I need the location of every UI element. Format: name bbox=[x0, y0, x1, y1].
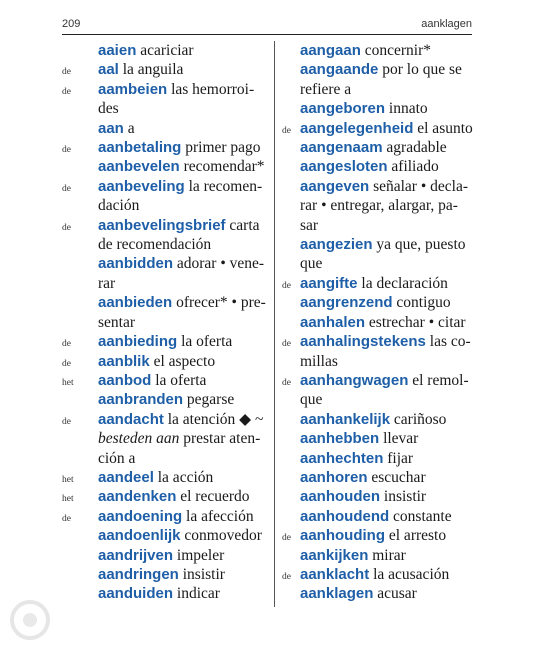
headword: aanhoudend bbox=[300, 507, 390, 525]
dictionary-line bbox=[62, 313, 262, 332]
dictionary-line bbox=[62, 487, 262, 506]
translation: impeler bbox=[173, 546, 225, 564]
dictionary-line bbox=[62, 371, 262, 390]
gender-marker: de bbox=[282, 125, 291, 136]
dictionary-line bbox=[282, 449, 478, 468]
gender-marker: de bbox=[62, 513, 71, 524]
dictionary-line bbox=[282, 216, 478, 235]
left-column bbox=[62, 41, 266, 604]
translation: primer pago bbox=[181, 139, 261, 157]
dictionary-line bbox=[282, 41, 478, 60]
headword: aanduiden bbox=[98, 585, 174, 603]
translation: indicar bbox=[173, 585, 220, 603]
headword: aankijken bbox=[300, 546, 369, 564]
headword: aandacht bbox=[98, 410, 164, 428]
headword: aangeven bbox=[300, 177, 370, 195]
dictionary-line bbox=[62, 449, 262, 468]
translation: la afección bbox=[182, 507, 254, 525]
translation: contiguo bbox=[392, 294, 451, 312]
dictionary-line bbox=[282, 80, 478, 99]
gender-marker: de bbox=[282, 533, 291, 544]
headword: aanhouden bbox=[300, 488, 381, 506]
translation: insistir bbox=[178, 565, 225, 583]
dictionary-line bbox=[282, 313, 478, 332]
translation: prestar aten- bbox=[179, 430, 261, 448]
translation: de recomendación bbox=[98, 236, 212, 254]
dictionary-line bbox=[282, 526, 478, 545]
dictionary-line bbox=[282, 332, 478, 351]
headword: aanhalen bbox=[300, 313, 366, 331]
watermark-dot-icon bbox=[23, 613, 37, 627]
headword: aandringen bbox=[98, 565, 179, 583]
headword: aanbevelen bbox=[98, 158, 180, 176]
translation: ción a bbox=[98, 449, 136, 467]
dictionary-line bbox=[282, 99, 478, 118]
translation: rar bbox=[98, 274, 116, 292]
dictionary-line bbox=[62, 526, 262, 545]
dictionary-line bbox=[62, 235, 262, 254]
dictionary-line bbox=[62, 507, 262, 526]
dictionary-line bbox=[282, 60, 478, 79]
gender-marker: het bbox=[62, 494, 74, 505]
dictionary-line bbox=[282, 119, 478, 138]
dictionary-line bbox=[62, 274, 262, 293]
translation: el recuerdo bbox=[176, 488, 250, 506]
page-number: 209 bbox=[62, 18, 81, 30]
dictionary-line bbox=[282, 138, 478, 157]
headword: aanhalingstekens bbox=[300, 333, 426, 351]
translation: sar bbox=[300, 216, 319, 234]
headword: aangelegenheid bbox=[300, 119, 414, 137]
translation: señalar • decla- bbox=[369, 177, 469, 195]
gender-marker: de bbox=[282, 571, 291, 582]
gender-marker: het bbox=[62, 377, 74, 388]
headword: aanhechten bbox=[300, 449, 384, 467]
translation: el arresto bbox=[385, 527, 447, 545]
translation: la atención ◆ ~ bbox=[163, 410, 264, 428]
translation: mirar bbox=[368, 546, 406, 564]
dictionary-line bbox=[282, 565, 478, 584]
dictionary-line bbox=[62, 565, 262, 584]
headword: aanbetaling bbox=[98, 139, 182, 157]
translation: sentar bbox=[98, 313, 136, 331]
translation: acariciar bbox=[136, 42, 194, 59]
translation: la oferta bbox=[151, 371, 207, 389]
headword: aandenken bbox=[98, 488, 177, 506]
translation: estrechar • citar bbox=[365, 313, 466, 331]
guide-word: aanklagen bbox=[421, 18, 472, 30]
header-rule bbox=[62, 34, 472, 35]
gender-marker: de bbox=[62, 222, 71, 233]
dictionary-line bbox=[282, 507, 478, 526]
translation: pegarse bbox=[183, 391, 235, 409]
translation: carta bbox=[225, 216, 260, 234]
translation: conmovedor bbox=[180, 527, 262, 545]
dictionary-line bbox=[62, 546, 262, 565]
dictionary-line bbox=[282, 429, 478, 448]
gender-marker: de bbox=[62, 183, 71, 194]
headword: aanbidden bbox=[98, 255, 174, 273]
dictionary-line bbox=[62, 177, 262, 196]
example-phrase: besteden aan bbox=[98, 430, 180, 448]
dictionary-line bbox=[282, 235, 478, 254]
gender-marker: de bbox=[62, 67, 71, 78]
dictionary-line bbox=[282, 390, 478, 409]
translation: el remol- bbox=[408, 371, 469, 389]
translation: recomendar* bbox=[179, 158, 265, 176]
translation: afiliado bbox=[387, 158, 439, 176]
translation: constante bbox=[389, 507, 452, 525]
translation: insistir bbox=[380, 488, 427, 506]
translation: agradable bbox=[382, 139, 447, 157]
dictionary-line bbox=[282, 274, 478, 293]
headword: aanbevelingsbrief bbox=[98, 216, 226, 234]
dictionary-line bbox=[62, 293, 266, 312]
gender-marker: de bbox=[282, 377, 291, 388]
gender-marker: de bbox=[282, 280, 291, 291]
translation: des bbox=[98, 100, 119, 118]
dictionary-line bbox=[282, 157, 478, 176]
dictionary-line bbox=[282, 371, 478, 390]
dictionary-line bbox=[62, 352, 262, 371]
headword: aambeien bbox=[98, 80, 168, 98]
dictionary-line bbox=[62, 429, 262, 448]
headword: aangaande bbox=[300, 61, 379, 79]
headword: aanklagen bbox=[300, 585, 374, 603]
translation: la acusación bbox=[369, 565, 450, 583]
dictionary-line bbox=[62, 584, 262, 603]
headword: aanbeveling bbox=[98, 177, 185, 195]
translation: la anguila bbox=[118, 61, 184, 79]
dictionary-line bbox=[282, 468, 478, 487]
translation: por lo que se bbox=[378, 61, 462, 79]
gender-marker: de bbox=[282, 339, 291, 350]
translation: acusar bbox=[373, 585, 417, 603]
dictionary-line bbox=[62, 41, 262, 60]
gender-marker: de bbox=[62, 145, 71, 156]
headword: aanbieding bbox=[98, 333, 178, 351]
dictionary-line bbox=[62, 468, 262, 487]
translation: las hemorroi- bbox=[167, 80, 255, 98]
headword: aanhebben bbox=[300, 430, 380, 448]
translation: rar • entregar, alargar, pa- bbox=[300, 197, 458, 215]
headword: aandrijven bbox=[98, 546, 174, 564]
translation: fijar bbox=[383, 449, 414, 467]
headword: aan bbox=[98, 119, 124, 137]
dictionary-line bbox=[62, 157, 265, 176]
headword: aanblik bbox=[98, 352, 150, 370]
headword: aandoenlijk bbox=[98, 527, 181, 545]
gender-marker: het bbox=[62, 474, 74, 485]
dictionary-line bbox=[282, 546, 478, 565]
gender-marker: de bbox=[62, 358, 71, 369]
page-header bbox=[62, 14, 472, 32]
dictionary-line bbox=[282, 352, 478, 371]
translation: ofrecer* • pre- bbox=[172, 294, 266, 312]
headword: aangeboren bbox=[300, 100, 386, 118]
column-divider bbox=[274, 41, 275, 607]
dictionary-line bbox=[282, 584, 478, 603]
translation: a bbox=[123, 119, 135, 137]
dictionary-line bbox=[282, 293, 478, 312]
translation: dación bbox=[98, 197, 140, 215]
translation: adorar • vene- bbox=[173, 255, 265, 273]
headword: aanbranden bbox=[98, 391, 184, 409]
translation: ya que, puesto bbox=[372, 236, 466, 254]
translation: que bbox=[300, 391, 323, 409]
translation: cariñoso bbox=[390, 410, 447, 428]
gender-marker: de bbox=[62, 339, 71, 350]
headword: aal bbox=[98, 61, 119, 79]
dictionary-line bbox=[62, 254, 265, 273]
dictionary-line bbox=[62, 99, 262, 118]
watermark-logo bbox=[10, 600, 60, 650]
headword: aangifte bbox=[300, 274, 358, 292]
translation: el aspecto bbox=[149, 352, 216, 370]
translation: concernir* bbox=[360, 42, 432, 59]
headword: aaien bbox=[98, 42, 137, 59]
dictionary-line bbox=[282, 254, 478, 273]
dictionary-line bbox=[282, 410, 478, 429]
translation: la declaración bbox=[357, 274, 448, 292]
headword: aangaan bbox=[300, 42, 361, 59]
dictionary-line bbox=[62, 80, 262, 99]
dictionary-line bbox=[62, 119, 262, 138]
headword: aanhangwagen bbox=[300, 371, 409, 389]
gender-marker: de bbox=[62, 86, 71, 97]
headword: aangezien bbox=[300, 236, 373, 254]
right-column bbox=[282, 41, 478, 604]
translation: innato bbox=[385, 100, 428, 118]
headword: aandeel bbox=[98, 468, 154, 486]
translation: que bbox=[300, 255, 323, 273]
translation: las co- bbox=[425, 333, 471, 351]
translation: escuchar bbox=[367, 468, 426, 486]
dictionary-line bbox=[282, 177, 478, 196]
translation: llevar bbox=[379, 430, 419, 448]
dictionary-line bbox=[62, 138, 262, 157]
dictionary-line bbox=[62, 216, 262, 235]
translation: la acción bbox=[153, 468, 214, 486]
headword: aangesloten bbox=[300, 158, 388, 176]
dictionary-line bbox=[62, 390, 262, 409]
headword: aanklacht bbox=[300, 565, 370, 583]
headword: aanhouding bbox=[300, 527, 385, 545]
translation: la recomen- bbox=[184, 177, 263, 195]
translation: la oferta bbox=[177, 333, 233, 351]
headword: aandoening bbox=[98, 507, 183, 525]
headword: aanbod bbox=[98, 371, 152, 389]
gender-marker: de bbox=[62, 416, 71, 427]
headword: aangrenzend bbox=[300, 294, 393, 312]
headword: aanhoren bbox=[300, 468, 368, 486]
headword: aanhankelijk bbox=[300, 410, 391, 428]
dictionary-line bbox=[282, 487, 478, 506]
translation: millas bbox=[300, 352, 338, 370]
dictionary-line bbox=[62, 410, 262, 429]
headword: aangenaam bbox=[300, 139, 383, 157]
translation: el asunto bbox=[413, 119, 473, 137]
headword: aanbieden bbox=[98, 294, 173, 312]
dictionary-line bbox=[62, 196, 262, 215]
dictionary-line bbox=[62, 332, 262, 351]
dictionary-line bbox=[62, 60, 262, 79]
translation: refiere a bbox=[300, 80, 352, 98]
dictionary-line bbox=[282, 196, 478, 215]
